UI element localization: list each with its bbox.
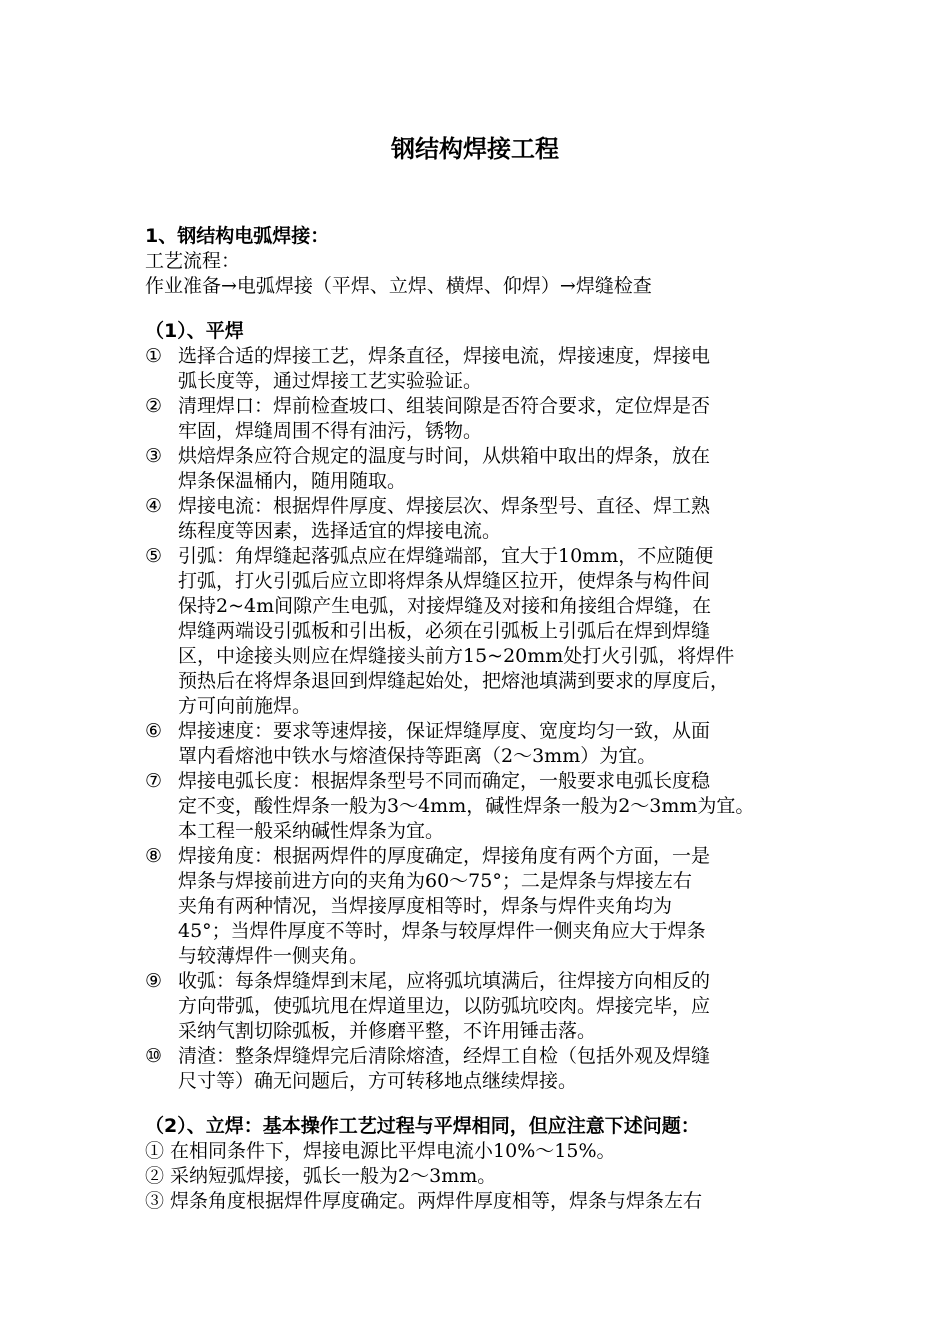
item-text-line: 罩内看熔池中铁水与熔渣保持等距离（2～3mm）为宜。 <box>178 745 657 767</box>
flat-weld-list <box>145 344 825 1094</box>
list-item <box>145 1044 825 1094</box>
item-text-line: 定不变，酸性焊条一般为3～4mm，碱性焊条一般为2～3mm为宜。 <box>178 795 755 817</box>
item-number: ⑦ <box>145 770 163 792</box>
subsection-heading-flat: （1）、平焊 <box>145 320 244 342</box>
item-number: ⑤ <box>145 545 163 567</box>
item-text-line: 采纳气割切除弧板，并修磨平整，不许用锤击落。 <box>178 1020 597 1042</box>
item-text-line: 牢固，焊缝周围不得有油污，锈物。 <box>178 420 483 442</box>
item-text-line: 练程度等因素，选择适宜的焊接电流。 <box>178 520 502 542</box>
item-number: ⑨ <box>145 970 163 992</box>
list-item: ① 在相同条件下，焊接电源比平焊电流小10%～15%。 <box>145 1140 616 1162</box>
item-text-line: 方向带弧，使弧坑甩在焊道里边，以防弧坑咬肉。焊接完毕，应 <box>178 995 711 1017</box>
item-text-line: 本工程一般采纳碱性焊条为宜。 <box>178 820 445 842</box>
list-item <box>145 844 825 969</box>
item-number: ⑥ <box>145 720 163 742</box>
vertical-weld-list <box>145 1139 825 1214</box>
page-title: 钢结构焊接工程 <box>391 135 559 163</box>
item-number: ③ <box>145 445 163 467</box>
item-text-line: 区，中途接头则应在焊缝接头前方15~20mm处打火引弧，将焊件 <box>178 645 735 667</box>
item-text-line: 选择合适的焊接工艺，焊条直径，焊接电流，焊接速度，焊接电 <box>178 345 711 367</box>
list-item <box>145 969 825 1044</box>
item-number: ② <box>145 395 163 417</box>
item-number: ⑧ <box>145 845 163 867</box>
spacer <box>145 299 825 319</box>
flow-label: 工艺流程： <box>145 250 241 272</box>
list-item <box>145 494 825 544</box>
item-text-line: 烘焙焊条应符合规定的温度与时间，从烘箱中取出的焊条，放在 <box>178 445 711 467</box>
list-item <box>145 344 825 394</box>
item-text-line: 焊接电流：根据焊件厚度、焊接层次、焊条型号、直径、焊工熟 <box>178 495 711 517</box>
list-item <box>145 394 825 444</box>
item-text-line: 与较薄焊件一侧夹角。 <box>178 945 369 967</box>
item-text-line: 焊接速度：要求等速焊接，保证焊缝厚度、宽度均匀一致，从面 <box>178 720 711 742</box>
process-flow: 作业准备→电弧焊接（平焊、立焊、横焊、仰焊）→焊缝检查 <box>145 275 652 297</box>
item-text-line: 焊条保温桶内，随用随取。 <box>178 470 407 492</box>
subsection-heading-vertical: （2）、立焊：基本操作工艺过程与平焊相同，但应注意下述问题： <box>145 1115 700 1137</box>
item-text-line: 预热后在将焊条退回到焊缝起始处，把熔池填满到要求的厚度后， <box>178 670 730 692</box>
item-text-line: 打弧，打火引弧后应立即将焊条从焊缝区拉开，使焊条与构件间 <box>178 570 711 592</box>
list-item <box>145 719 825 769</box>
item-text-line: 焊缝两端设引弧板和引出板，必须在引弧板上引弧后在焊到焊缝 <box>178 620 711 642</box>
list-item <box>145 444 825 494</box>
item-text-line: 夹角有两种情况，当焊接厚度相等时，焊条与焊件夹角均为 <box>178 895 673 917</box>
document-body <box>145 224 825 1214</box>
list-item: ③ 焊条角度根据焊件厚度确定。两焊件厚度相等，焊条与焊条左右 <box>145 1190 703 1212</box>
item-text-line: 焊接角度：根据两焊件的厚度确定，焊接角度有两个方面，一是 <box>178 845 711 867</box>
item-text-line: 引弧：角焊缝起落弧点应在焊缝端部，宜大于10mm，不应随便 <box>178 545 714 567</box>
item-text-line: 弧长度等，通过焊接工艺实验验证。 <box>178 370 483 392</box>
list-item: ② 采纳短弧焊接，弧长一般为2～3mm。 <box>145 1165 497 1187</box>
item-text-line: 清渣：整条焊缝焊完后清除熔渣，经焊工自检（包括外观及焊缝 <box>178 1045 711 1067</box>
item-text-line: 方可向前施焊。 <box>178 695 312 717</box>
section-heading: 1、钢结构电弧焊接： <box>145 225 330 247</box>
item-text-line: 保持2~4m间隙产生电弧，对接焊缝及对接和角接组合焊缝，在 <box>178 595 712 617</box>
item-text-line: 焊条与焊接前进方向的夹角为60～75°；二是焊条与焊接左右 <box>178 870 692 892</box>
item-number: ⑩ <box>145 1045 163 1067</box>
item-number: ① <box>145 345 163 367</box>
list-item <box>145 769 825 844</box>
item-number: ④ <box>145 495 163 517</box>
item-text-line: 收弧：每条焊缝焊到末尾，应将弧坑填满后，往焊接方向相反的 <box>178 970 711 992</box>
item-text-line: 清理焊口：焊前检查坡口、组装间隙是否符合要求，定位焊是否 <box>178 395 711 417</box>
item-text-line: 尺寸等）确无问题后，方可转移地点继续焊接。 <box>178 1070 578 1092</box>
spacer <box>145 1094 825 1114</box>
item-text-line: 焊接电弧长度：根据焊条型号不同而确定，一般要求电弧长度稳 <box>178 770 711 792</box>
list-item <box>145 544 825 719</box>
item-text-line: 45°；当焊件厚度不等时，焊条与较厚焊件一侧夹角应大于焊条 <box>178 920 706 942</box>
